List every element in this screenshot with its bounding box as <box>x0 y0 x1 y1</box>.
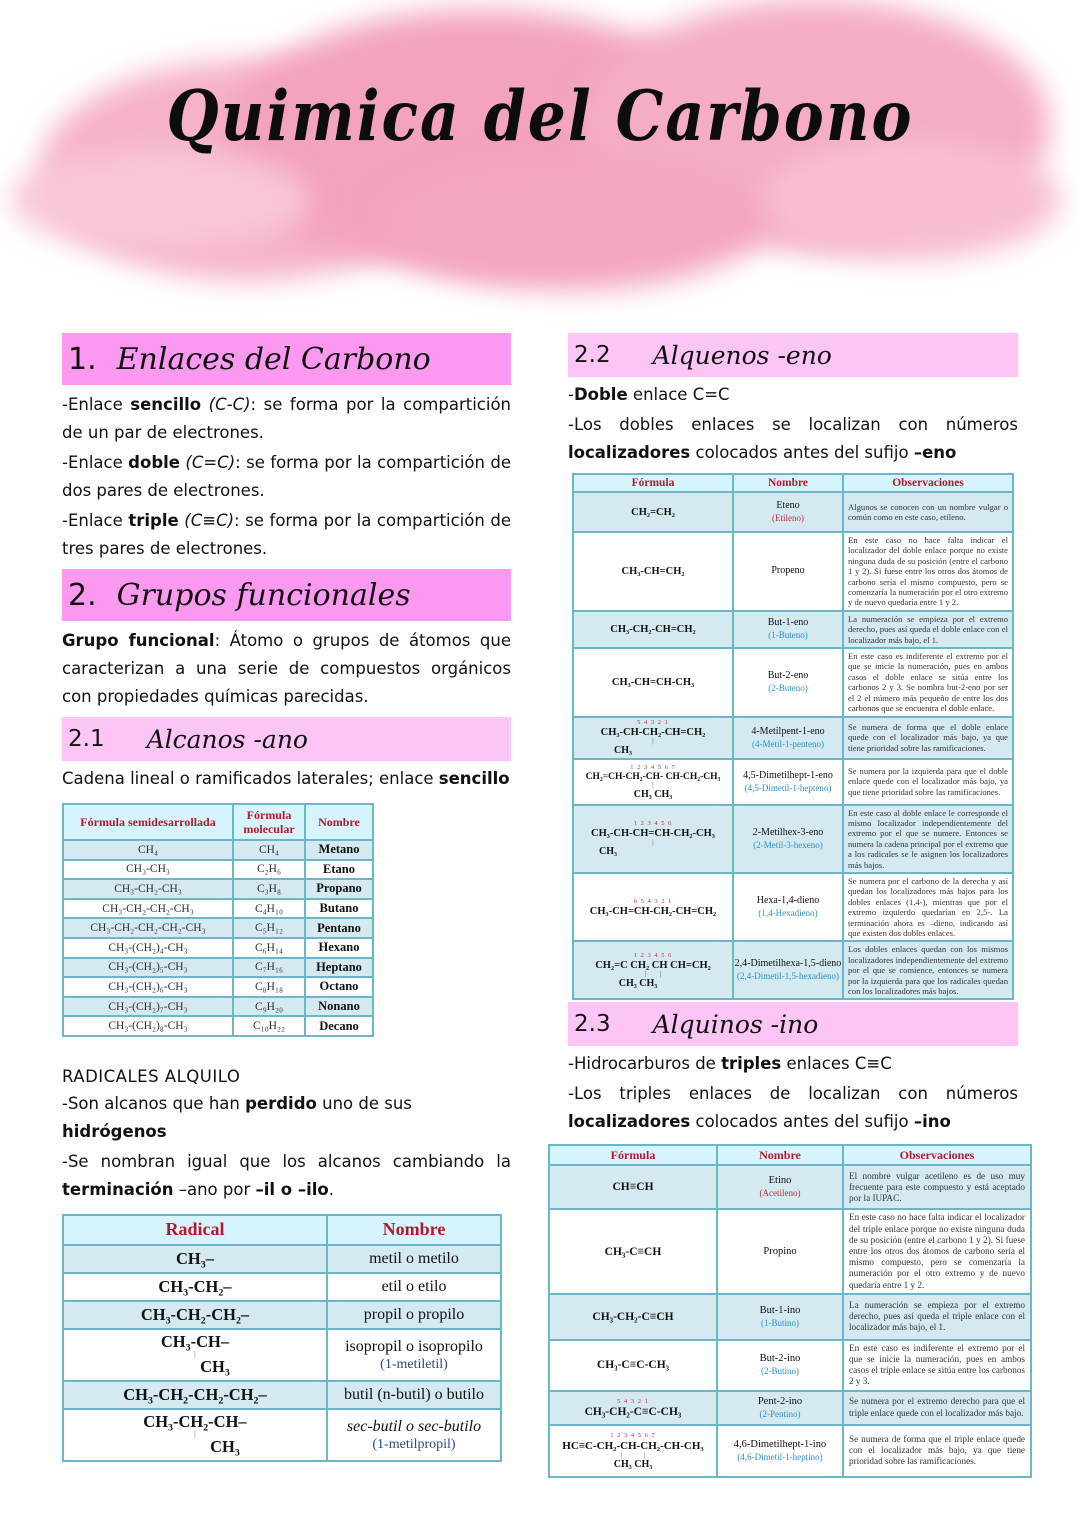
table-row: CH₃-CH₂-CH– | CH₃ sec-butil o sec-butilo (1-metilpropil) <box>63 1409 501 1461</box>
col-header: Fórmula <box>573 474 733 492</box>
section-title: Enlaces del Carbono <box>116 341 431 377</box>
page-title: Quimica del Carbono <box>166 76 914 158</box>
section-number: 1. <box>68 341 97 377</box>
subsection-number: 2.2 <box>574 342 611 368</box>
table-row: 1 2 3 4 5 6 CH₃-CH-CH=CH-CH₂-CH₃ | CH₃ 2-Metilhex-3-eno (2-Metil-3-hexeno) En este caso al doble enlace le corresponde el mismo localizador independientemente del extremo por el que se numere. Entonces se numera la cadena principal por el extremo que a los radicales se le asignen los localizadores más bajos. <box>573 805 1013 873</box>
alquenos-line-1: -Doble enlace C=C <box>568 385 730 404</box>
alkynes-table <box>548 1144 1032 1477</box>
table-row: CH₃-CH₃ C₂H₆ Etano <box>63 860 373 880</box>
subsection-header-alquinos <box>568 1002 1018 1046</box>
table-row: CH₃-CH₂-CH₂-CH₂– butil (n-butil) o butilo <box>63 1381 501 1409</box>
table-row: CH₄ CH₄ Metano <box>63 840 373 860</box>
table-row: CH₃-CH=CH-CH₃ But-2-eno (2-Buteno) En este caso es indiferente el extremo por el que se inicie la numeración, pues en ambos casos el doble enlace se sitúa entre los carbonos 2 y 3. Se nombra but-2-eno por ser el 2 el número más pequeño de entre los dos carbonos que se encuentra el doble enlace. <box>573 648 1013 716</box>
functional-group-definition: Grupo funcional: Átomo o grupos de átomos que caracterizan a una serie de compuestos orgánicos con propiedades químicas parecidas. <box>62 631 511 706</box>
col-header: Fórmula <box>549 1145 717 1165</box>
alquinos-line-2: -Los triples enlaces de localizan con números localizadores colocados antes del sufijo –ino <box>568 1084 1018 1132</box>
table-row: CH₃-CH₂-C≡CH But-1-ino (1-Butino) La numeración se empieza por el extremo derecho, pues así queda el triple enlace con el localizador más bajo, el 1. <box>549 1294 1031 1340</box>
radicals-table <box>62 1214 502 1462</box>
table-row: CH₃-(CH₂)₄-CH₃ C₆H₁₄ Hexano <box>63 938 373 958</box>
radicales-line-2: -Se nombran igual que los alcanos cambiando la terminación –ano por –il o –ilo. <box>62 1151 511 1199</box>
section-title: Grupos funcionales <box>116 577 411 613</box>
alquinos-line-1: -Hidrocarburos de triples enlaces C≡C <box>568 1054 892 1074</box>
watercolor-blob <box>380 160 760 290</box>
left-column <box>62 333 511 1462</box>
subsection-title: Alcanos -ano <box>146 724 308 754</box>
table-row: 6 5 4 3 2 1 CH₃-CH=CH-CH₂-CH=CH₂ Hexa-1,4-dieno (1,4-Hexadieno) Se numera por el carbono de la derecha y así quedan los localizadores más bajos para los dobles enlaces (1,4-), mientras que por el extremo izquierdo quedarían en 2,5-. La terminación ahora es –dieno, indicando así que existen dos dobles enlaces. <box>573 873 1013 941</box>
watercolor-blob <box>760 140 1060 260</box>
col-header: Radical <box>63 1215 327 1245</box>
bond-item-single: -Enlace sencillo (C-C): se forma por la compartición de un par de electrones. <box>62 395 512 442</box>
subsection-number: 2.1 <box>68 726 105 752</box>
table-row: 5 4 3 2 1 CH₃-CH₂-C≡C-CH₃ Pent-2-ino (2-Pentino) Se numera por el extremo derecho para que el triple enlace quede con el localizador más bajo. <box>549 1391 1031 1425</box>
alquenos-line-2: -Los dobles enlaces se localizan con números localizadores colocados antes del sufijo –eno <box>568 415 1018 462</box>
subsection-number: 2.3 <box>574 1011 611 1038</box>
radicales-heading: RADICALES ALQUILO <box>62 1066 241 1086</box>
table-row: CH₃-CH₂-CH=CH₂ But-1-eno (1-Buteno) La numeración se empieza por el extremo derecho, pues así queda el doble enlace con el localizador más bajo, el 1. <box>573 611 1013 648</box>
table-row: 1 2 3 4 5 6 7 CH₂=CH-CH₂-CH- CH-CH₂-CH₃ | CH₃ CH₃ 4,5-Dimetilhept-1-eno (4,5-Dimetil-1-hepteno) Se numera por la izquierda para que el doble enlace quede con el localizador más bajo, ya que tiene prioridad sobre las ramificaciones. <box>573 759 1013 805</box>
subsection-title: Alquinos -ino <box>652 1009 819 1039</box>
subsection-header-alquenos <box>568 333 1018 377</box>
section-header-grupos <box>62 569 511 621</box>
table-row: CH₃-CH₂-CH₂-CH₃ C₄H₁₀ Butano <box>63 899 373 919</box>
table-row: CH₃-CH=CH₂ Propeno En este caso no hace falta indicar el localizador del doble enlace porque no existe ninguna duda de su posición (entre el carbono 1 y 2). Si fuese entre los otros dos átomos de carbono sería el mismo compuesto, pero se comenzaría la numeración por el otro extremo y de nuevo quedaría entre 1 y 2. <box>573 532 1013 611</box>
table-row: CH₃-C≡C-CH₃ But-2-ino (2-Butino) En este caso es indiferente el extremo por el que se inicie la numeración, pues en ambos casos el triple enlace se sitúa entre los carbonos 2 y 3. <box>549 1340 1031 1391</box>
right-column <box>562 333 1025 1478</box>
col-header: Fórmula semidesarrollada <box>63 804 233 840</box>
table-row: 5 4 3 2 1 CH₃-CH-CH₂-CH=CH₂ | CH₃ 4-Metilpent-1-eno (4-Metil-1-penteno) Se numera de forma que el doble enlace quede con el localizador más bajo, ya que tiene prioridad sobre las ramificaciones. <box>573 717 1013 759</box>
watercolor-blob <box>10 150 310 250</box>
subsection-title: Alquenos -eno <box>652 340 832 370</box>
radicales-line-1: -Son alcanos que han perdido uno de sus hidrógenos <box>62 1093 412 1141</box>
section-header-enlaces <box>62 333 511 385</box>
table-row: CH₃-(CH₂)₇-CH₃ C₉H₂₀ Nonano <box>63 997 373 1017</box>
table-row: CH₃-C≡CH Propino En este caso no hace falta indicar el localizador del triple enlace porque no existe ninguna duda de su posición (entre el carbono 1 y 2). Si fuese entre los otros dos átomos de carbono sería el mismo compuesto, pero se comenzaría la numeración por el otro extremo y de nuevo quedaría entre 1 y 2. <box>549 1209 1031 1293</box>
title-banner <box>0 0 1080 310</box>
col-header: Observaciones <box>843 1145 1031 1165</box>
alkanes-table <box>62 803 374 1037</box>
table-row: CH₃-(CH₂)₅-CH₃ C₇H₁₆ Heptano <box>63 958 373 978</box>
bond-item-double: -Enlace doble (C=C): se forma por la compartición de dos pares de electrones. <box>62 453 512 500</box>
col-header: Fórmula molecular <box>233 804 305 840</box>
subsection-header-alcanos <box>62 717 511 761</box>
alkenes-table <box>572 473 1014 1000</box>
table-row: 1 2 3 4 5 6 CH₂=C CH₂ CH CH=CH₂ | | CH₃ CH₃ 2,4-Dimetilhexa-1,5-dieno (2,4-Dimetil-1,5-hexadieno) Los dobles enlaces quedan con los mismos localizadores independientemente del extremo por el que se comience, entonces se numera por la izquierda para que los radicales quedan con los localizadores más bajos. <box>573 941 1013 999</box>
table-row: CH≡CH Etino (Acetileno) El nombre vulgar acetileno es de uso muy frecuente para este compuesto y está aceptado por la IUPAC. <box>549 1165 1031 1209</box>
alcanos-intro: Cadena lineal o ramificados laterales; enlace sencillo <box>62 769 510 788</box>
table-row: CH₃– metil o metilo <box>63 1245 501 1273</box>
table-row: CH₃-(CH₂)₈-CH₃ C₁₀H₂₂ Decano <box>63 1016 373 1036</box>
table-row: CH₃-CH₂-CH₃ C₃H₈ Propano <box>63 879 373 899</box>
bond-item-triple: -Enlace triple (C≡C): se forma por la compartición de tres pares de electrones. <box>62 511 511 558</box>
table-row: CH₃-(CH₂)₆-CH₃ C₈H₁₈ Octano <box>63 977 373 997</box>
table-row: CH₃-CH– | CH₃ isopropil o isopropilo (1-metiletil) <box>63 1329 501 1381</box>
col-header: Nombre <box>305 804 373 840</box>
table-row: CH₃-CH₂-CH₂-CH₂-CH₃ C₅H₁₂ Pentano <box>63 918 373 938</box>
col-header: Nombre <box>733 474 843 492</box>
bond-list <box>62 391 511 563</box>
section-number: 2. <box>68 577 97 613</box>
col-header: Observaciones <box>843 474 1013 492</box>
table-row: CH₃-CH₂– etil o etilo <box>63 1273 501 1301</box>
table-row: CH₂=CH₂ Eteno (Etileno) Algunos se conocen con un nombre vulgar o común como en este caso, etileno. <box>573 492 1013 532</box>
table-row: 1 2 3 4 5 6 7 HC≡C-CH₂-CH-CH₂-CH-CH₃ | | CH₃ CH₃ 4,6-Dimetilhept-1-ino (4,6-Dimetil-1-heptino) Se numera de forma que el triple enlace quede con el localizador más bajo, ya que tiene prioridad sobre las ramificaciones. <box>549 1425 1031 1477</box>
col-header: Nombre <box>717 1145 843 1165</box>
col-header: Nombre <box>327 1215 501 1245</box>
table-row: CH₃-CH₂-CH₂– propil o propilo <box>63 1301 501 1329</box>
